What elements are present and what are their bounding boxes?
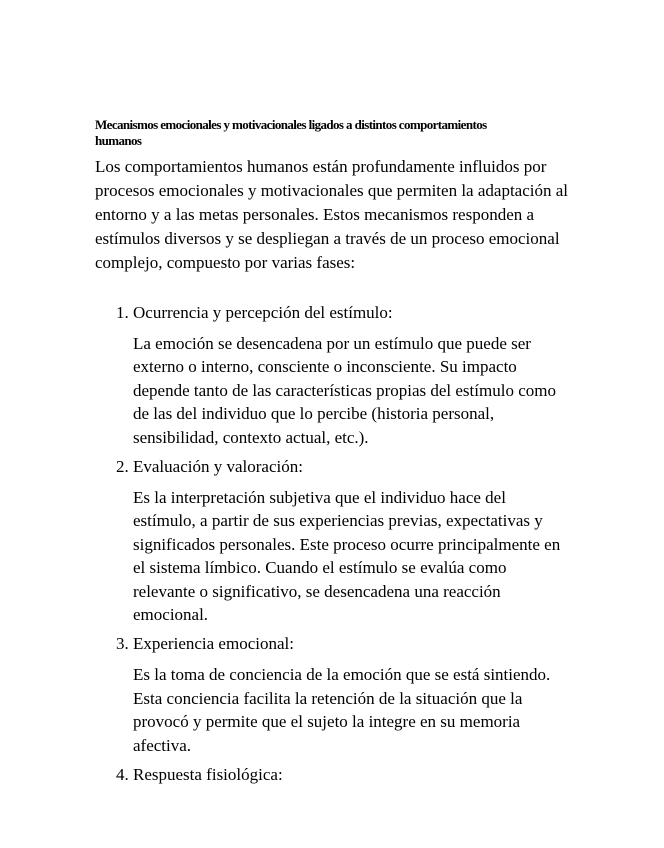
step-title-text: Ocurrencia y percepción del estímulo: [133,303,393,322]
step-number: 1. [116,303,129,322]
step-title [95,301,575,325]
step-description: Es la toma de conciencia de la emoción que se está sintiendo. Esta conciencia facilita la retención de la situación que la provocó y permite que el sujeto la integre en su memoria afectiva. [133,665,551,755]
step-title-text: Respuesta fisiológica: [133,765,283,785]
step-number: 4. [116,765,129,785]
list-item [95,632,575,757]
step-title [95,763,575,787]
step-title-text: Experiencia emocional: [133,634,294,654]
step-number: 3. [116,634,129,654]
step-title-text: Evaluación y valoración: [133,457,303,477]
list-item [95,763,575,787]
step-title [95,632,575,656]
step-number: 2. [116,457,129,477]
step-description: Es la interpretación subjetiva que el individuo hace del estímulo, a partir de sus experiencias previas, expectativas y significados personales. Este proceso ocurre principalmente en el sistema límbico. Cuando el estímulo se evalúa como relevante o significativo, se desencadena una reacción emocional. [133,488,561,625]
list-item [95,301,575,449]
phases-list [95,301,575,787]
step-description: La emoción se desencadena por un estímulo que puede ser externo o interno, consciente o inconsciente. Su impacto depende tanto de las características propias del estímulo como de las del individuo que lo percibe (historia personal, sensibilidad, contexto actual, etc.). [133,334,556,447]
intro-paragraph: Los comportamientos humanos están profundamente influidos por procesos emocionales y motivacionales que permiten la adaptación al entorno y a las metas personales. Estos mecanismos responden a estímulos diversos y se despliegan a través de un proceso emocional complejo, compuesto por varias fases: [95,157,568,272]
list-item [95,455,575,626]
step-title [95,455,575,479]
document-heading: Mecanismos emocionales y motivacionales ligados a distintos comportamientos humanos [95,117,487,148]
